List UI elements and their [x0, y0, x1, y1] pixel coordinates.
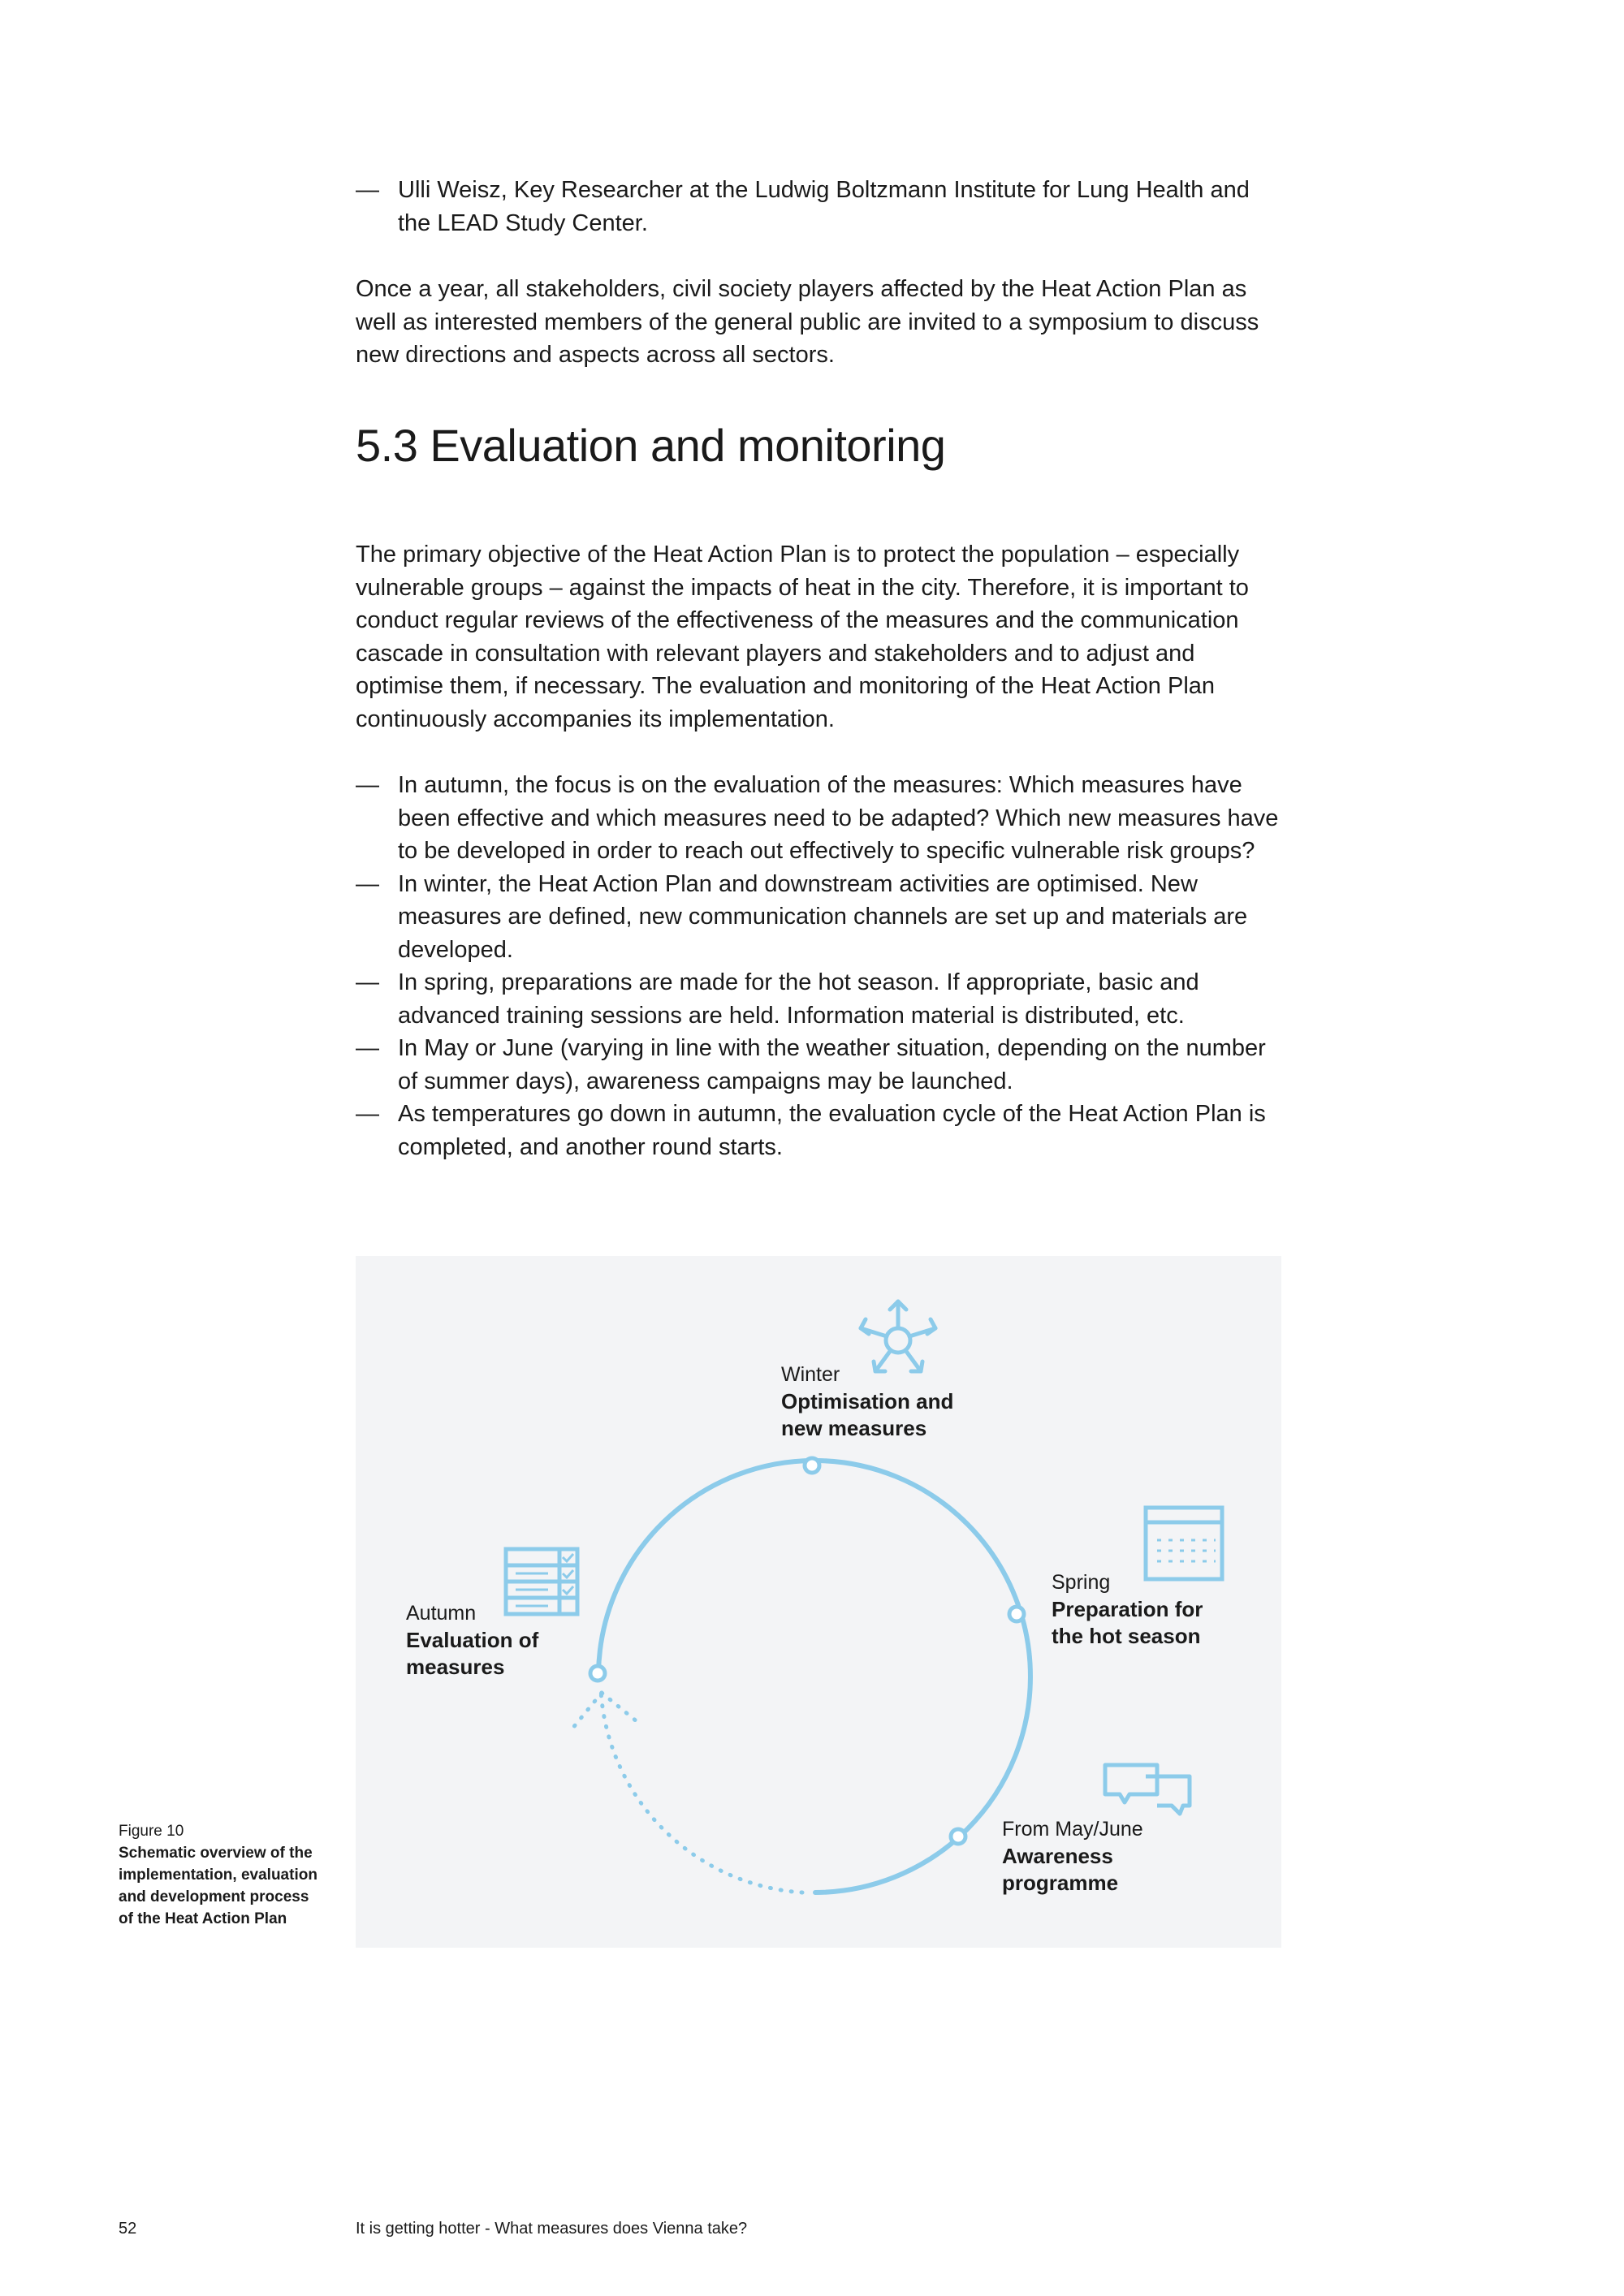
list-item: — In spring, preparations are made for the hot season. If appropriate, basic and advanced training sessions are held. Information material is distributed, etc.	[356, 969, 1199, 1029]
list-item: — In May or June (varying in line with the weather situation, depending on the number of summer days), awareness campaigns may be launched.	[356, 1035, 1266, 1094]
list-item: — Ulli Weisz, Key Researcher at the Ludwig Boltzmann Institute for Lung Health and the LEAD Study Center.	[356, 174, 1281, 240]
calendar-icon	[1146, 1508, 1222, 1579]
figure-title: Schematic overview of the implementation, evaluation and development process of the Heat Action Plan	[119, 1845, 317, 1927]
chat-bubbles-icon	[1105, 1765, 1190, 1814]
page-number: 52	[119, 2220, 137, 2238]
node-spring	[1009, 1607, 1024, 1621]
running-title: It is getting hotter - What measures does Vienna take?	[356, 2220, 748, 2238]
stage-autumn: Autumn Evaluation of measures	[406, 1602, 539, 1679]
cycle-arc-dotted	[601, 1691, 802, 1892]
figure-label: Figure 10	[119, 1823, 184, 1840]
section-paragraph: The primary objective of the Heat Action Plan is to protect the population – especially vulnerable groups – against the impacts of heat in the city. Therefore, it is important to conduct regular reviews of the effectiveness of the measures and the communication cascade in consultation with relevant players and stakeholders and to adjust and optimise them, if necessary. The evaluation and monitoring of the Heat Action Plan continuously accompanies its implementation.	[356, 542, 1249, 732]
stage-may-june: From May/June Awareness programme	[1002, 1818, 1143, 1895]
stage-spring: Spring Preparation for the hot season	[1052, 1571, 1203, 1648]
dash: —	[356, 177, 379, 203]
node-winter	[805, 1458, 819, 1473]
season-bullet-list	[356, 769, 1281, 1163]
intro-paragraph: Once a year, all stakeholders, civil society players affected by the Heat Action Plan as well as interested members of the general public are invited to a symposium to discuss new directions and aspects across all sectors.	[356, 276, 1259, 368]
node-autumn	[590, 1666, 605, 1681]
list-item: — In autumn, the focus is on the evaluation of the measures: Which measures have been effective and which measures need to be adapted? Which new measures have to be developed in order to reach out effectively to specific vulnerable risk groups?	[356, 772, 1279, 864]
figure-caption	[119, 1820, 322, 1930]
list-item: — In winter, the Heat Action Plan and downstream activities are optimised. New measures are defined, new communication channels are set up and materials are developed.	[356, 870, 1248, 963]
list-item: — As temperatures go down in autumn, the evaluation cycle of the Heat Action Plan is completed, and another round starts.	[356, 1101, 1266, 1160]
intro-list	[356, 174, 1281, 240]
stage-winter: Winter Optimisation and new measures	[781, 1363, 954, 1440]
cycle-figure	[356, 1256, 1281, 1948]
section-heading: 5.3 Evaluation and monitoring	[356, 420, 946, 471]
node-may-june	[951, 1829, 965, 1844]
